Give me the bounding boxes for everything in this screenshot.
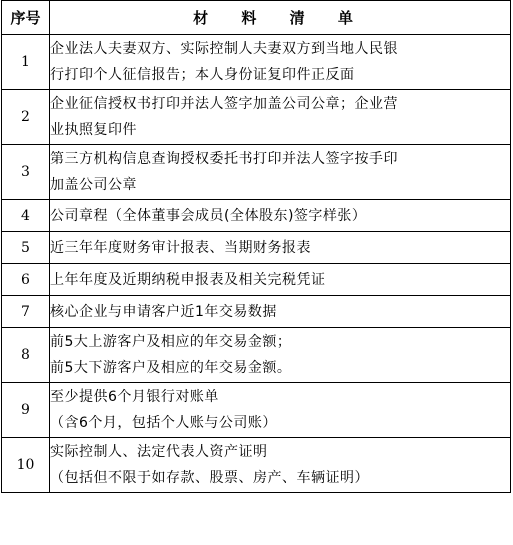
- row-content: [50, 264, 511, 296]
- row-line: 加盖公司公章: [50, 177, 137, 193]
- header-materials: 材 料 清 单: [50, 1, 511, 35]
- row-line: （含6个月，包括个人账与公司账）: [50, 415, 277, 431]
- materials-table: [1, 0, 511, 493]
- row-line: （包括但不限于如存款、股票、房产、车辆证明）: [50, 470, 369, 486]
- table-row: [2, 145, 511, 200]
- table-row: [2, 328, 511, 383]
- table-row: [2, 200, 511, 232]
- row-number: 7: [2, 296, 50, 328]
- row-number: 10: [2, 438, 50, 493]
- row-content: [50, 328, 511, 383]
- row-number: 6: [2, 264, 50, 296]
- row-number: 1: [2, 35, 50, 90]
- row-content: [50, 438, 511, 493]
- row-line: 公司章程（全体董事会成员(全体股东)签字样张）: [50, 207, 367, 224]
- row-number: 8: [2, 328, 50, 383]
- row-line: 行打印个人征信报告；本人身份证复印件正反面: [50, 67, 355, 83]
- row-line: 核心企业与申请客户近1年交易数据: [50, 303, 277, 320]
- row-number: 2: [2, 90, 50, 145]
- row-line: 近三年年度财务审计报表、当期财务报表: [50, 239, 311, 256]
- table-row: [2, 35, 511, 90]
- row-content: [50, 296, 511, 328]
- row-content: [50, 383, 511, 438]
- table-row: [2, 383, 511, 438]
- row-line: 第三方机构信息查询授权委托书打印并法人签字按手印: [50, 151, 398, 167]
- row-line: 业执照复印件: [50, 122, 137, 138]
- row-line: 实际控制人、法定代表人资产证明: [50, 444, 268, 460]
- row-content: [50, 145, 511, 200]
- row-line: 至少提供6个月银行对账单: [50, 389, 219, 405]
- row-line: 前5大下游客户及相应的年交易金额。: [50, 360, 292, 376]
- table-row: [2, 296, 511, 328]
- row-content: [50, 200, 511, 232]
- header-number: 序号: [2, 1, 50, 35]
- row-content: [50, 35, 511, 90]
- row-number: 3: [2, 145, 50, 200]
- row-line: 前5大上游客户及相应的年交易金额；: [50, 334, 292, 350]
- row-number: 4: [2, 200, 50, 232]
- table-row: [2, 90, 511, 145]
- row-content: [50, 232, 511, 264]
- row-number: 9: [2, 383, 50, 438]
- row-number: 5: [2, 232, 50, 264]
- header-row: [2, 1, 511, 35]
- table-row: [2, 438, 511, 493]
- table-row: [2, 232, 511, 264]
- row-line: 上年年度及近期纳税申报表及相关完税凭证: [50, 271, 326, 288]
- row-line: 企业征信授权书打印并法人签字加盖公司公章；企业营: [50, 96, 398, 112]
- table-row: [2, 264, 511, 296]
- row-line: 企业法人夫妻双方、实际控制人夫妻双方到当地人民银: [50, 41, 398, 57]
- row-content: [50, 90, 511, 145]
